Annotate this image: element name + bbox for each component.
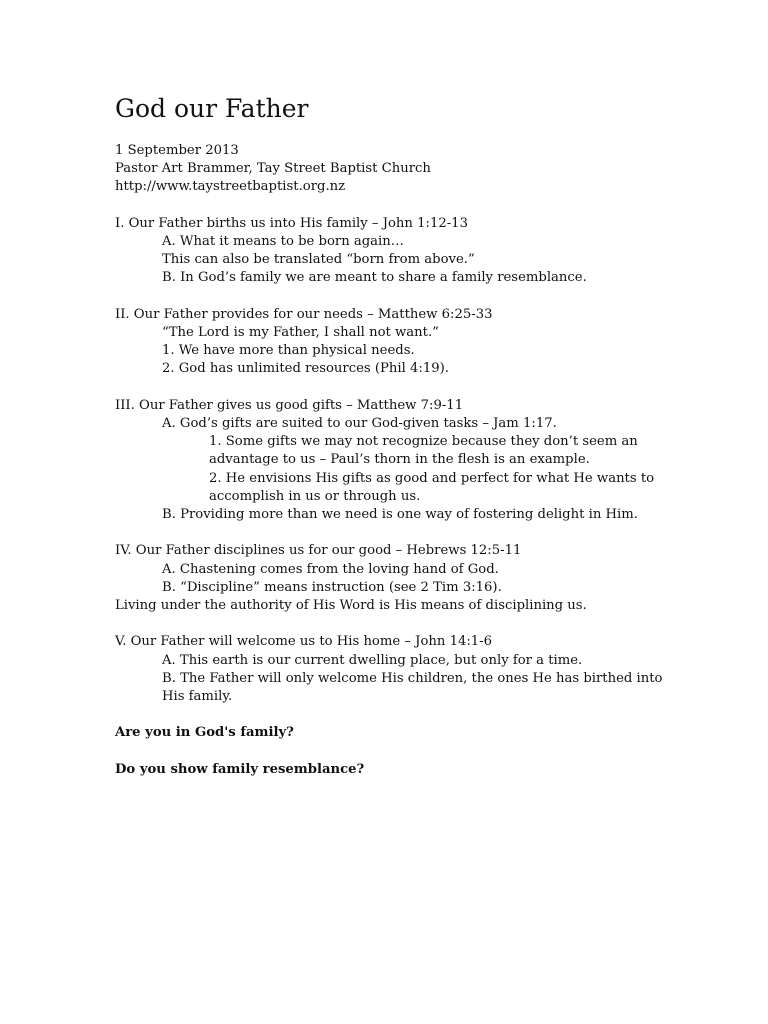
section-point: A. What it means to be born again… — [162, 234, 404, 249]
section-subpoint: advantage to us – Paul’s thorn in the flesh is an example. — [209, 452, 590, 468]
section-subpoint: accomplish in us or through us. — [209, 488, 421, 504]
section-point: His family. — [162, 689, 233, 705]
section-point: 1. We have more than physical needs. — [162, 343, 415, 359]
spacer — [115, 197, 755, 215]
section-point: A. This earth is our current dwelling place, but only for a time. — [162, 652, 583, 668]
spacer — [115, 743, 755, 761]
document-body — [115, 142, 755, 779]
spacer — [115, 706, 755, 724]
section-point: A. Chastening comes from the loving hand of God. — [162, 561, 499, 577]
sermon-date: 1 September 2013 — [115, 143, 239, 158]
section-heading: II. Our Father provides for our needs – Matthew 6:25-33 — [115, 306, 493, 322]
section-point: “The Lord is my Father, I shall not want.” — [162, 325, 439, 340]
section-subpoint: 1. Some gifts we may not recognize because they don’t seem an — [209, 434, 638, 450]
document-title: God our Father — [115, 94, 309, 123]
section-point: B. The Father will only welcome His children, the ones He has birthed into — [162, 670, 663, 686]
spacer — [115, 379, 755, 397]
section-point: 2. God has unlimited resources (Phil 4:19). — [162, 361, 449, 377]
spacer — [115, 524, 755, 542]
section-point: B. Providing more than we need is one way of fostering delight in Him. — [162, 507, 638, 523]
section-subpoint: 2. He envisions His gifts as good and perfect for what He wants to — [209, 470, 655, 486]
closing-question: Do you show family resemblance? — [115, 761, 365, 777]
section-point: This can also be translated “born from above.” — [162, 252, 475, 268]
spacer — [115, 615, 755, 633]
section-note: Living under the authority of His Word is His means of disciplining us. — [115, 598, 587, 614]
sermon-author: Pastor Art Brammer, Tay Street Baptist Church — [115, 161, 431, 177]
section-point: A. God’s gifts are suited to our God-given tasks – Jam 1:17. — [162, 416, 557, 431]
section-point: B. “Discipline” means instruction (see 2 Tim 3:16). — [162, 579, 502, 595]
closing-question: Are you in God's family? — [115, 725, 294, 741]
section-heading: V. Our Father will welcome us to His home – John 14:1-6 — [115, 634, 493, 650]
section-heading: IV. Our Father disciplines us for our good – Hebrews 12:5-11 — [115, 543, 522, 559]
section-point: B. In God’s family we are meant to share a family resemblance. — [162, 270, 587, 286]
section-heading: III. Our Father gives us good gifts – Matthew 7:9-11 — [115, 397, 464, 413]
church-url: http://www.taystreetbaptist.org.nz — [115, 179, 346, 195]
section-heading: I. Our Father births us into His family – John 1:12-13 — [115, 215, 468, 231]
spacer — [115, 288, 755, 306]
